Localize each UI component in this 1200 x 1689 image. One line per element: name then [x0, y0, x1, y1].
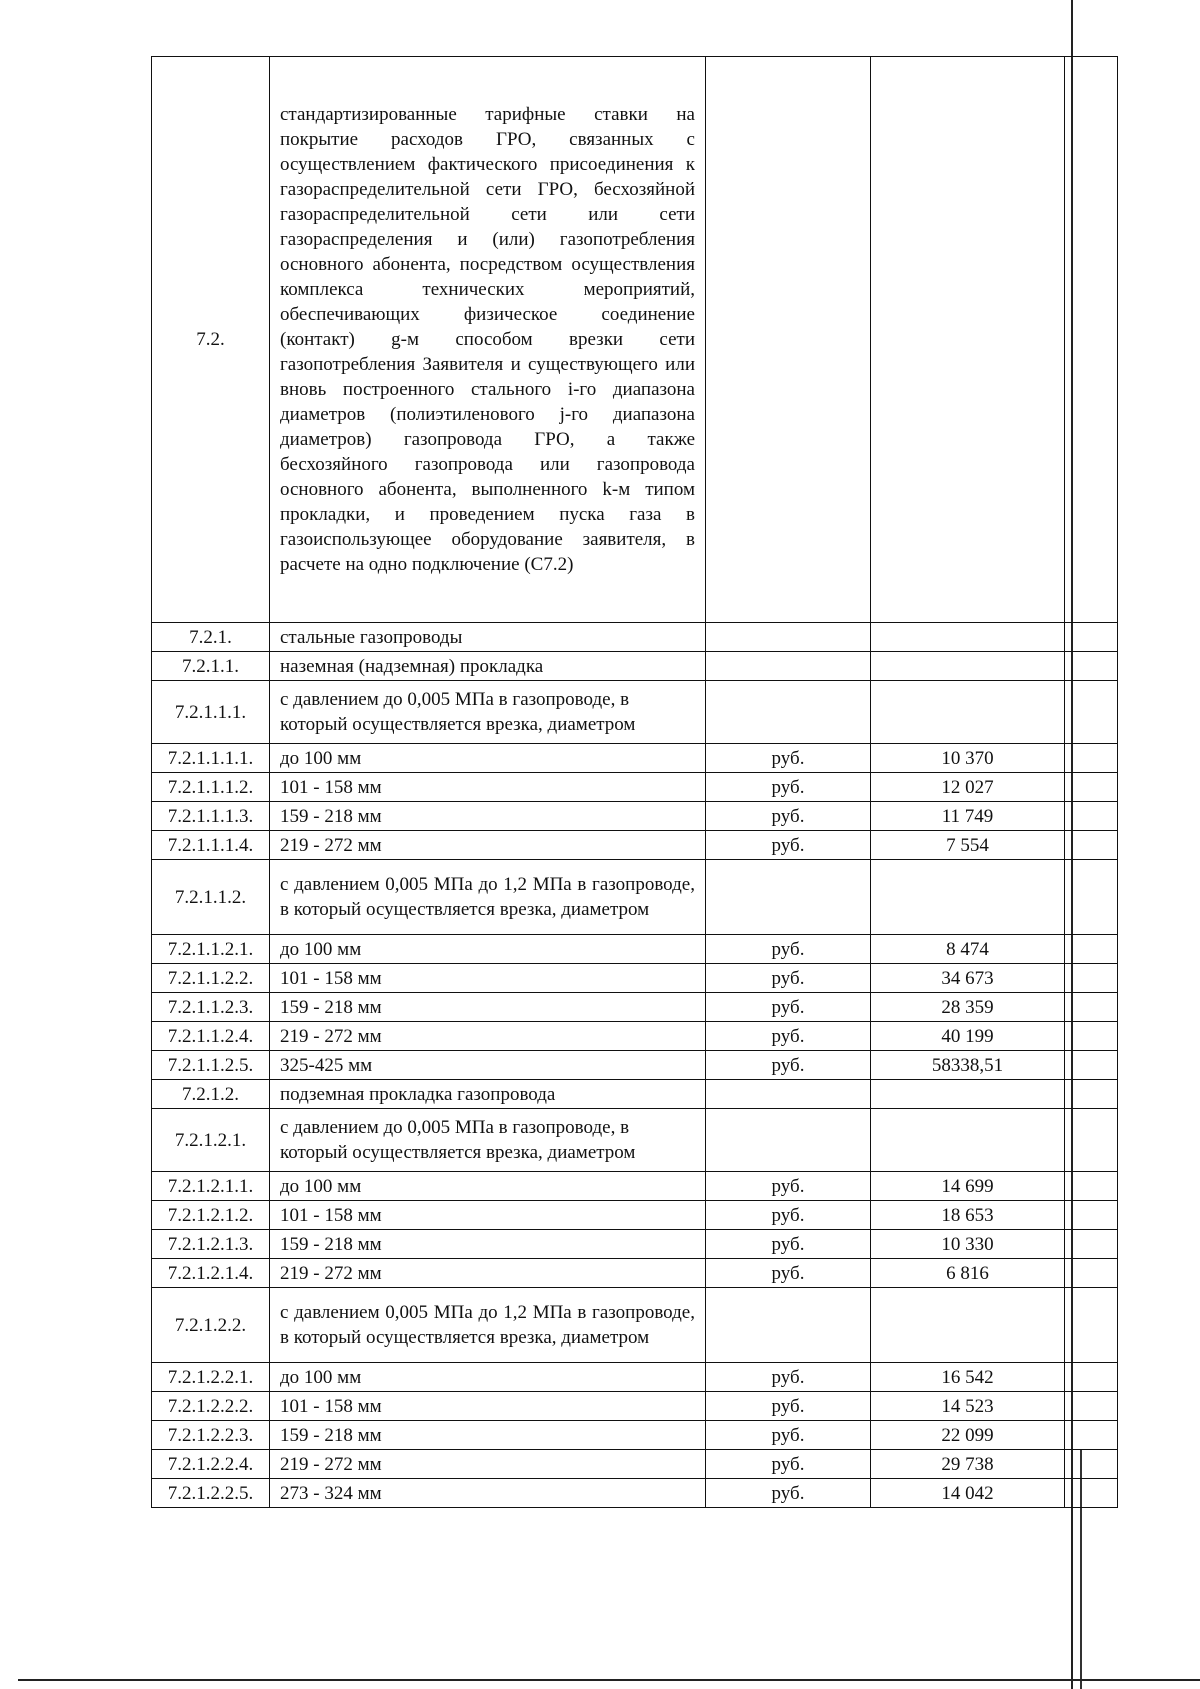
row-value	[871, 623, 1065, 652]
tariff-table	[151, 56, 1118, 1508]
row-number: 7.2.1.2.2.1.	[152, 1363, 270, 1392]
table-row	[152, 964, 1118, 993]
table-row	[152, 1392, 1118, 1421]
row-value: 6 816	[871, 1259, 1065, 1288]
row-value: 7 554	[871, 831, 1065, 860]
row-extra-cell	[1065, 860, 1118, 935]
table-row	[152, 1080, 1118, 1109]
row-description: 325-425 мм	[270, 1051, 706, 1080]
row-unit: руб.	[706, 1201, 871, 1230]
row-description: 219 - 272 мм	[270, 1259, 706, 1288]
row-extra-cell	[1065, 1288, 1118, 1363]
row-value: 16 542	[871, 1363, 1065, 1392]
table-row	[152, 681, 1118, 744]
row-extra-cell	[1065, 1259, 1118, 1288]
row-unit	[706, 681, 871, 744]
row-extra-cell	[1065, 744, 1118, 773]
row-description: 159 - 218 мм	[270, 802, 706, 831]
row-number: 7.2.1.1.1.4.	[152, 831, 270, 860]
table-row	[152, 1022, 1118, 1051]
row-unit: руб.	[706, 964, 871, 993]
row-description: 159 - 218 мм	[270, 1230, 706, 1259]
row-value: 14 523	[871, 1392, 1065, 1421]
row-value	[871, 860, 1065, 935]
row-value	[871, 57, 1065, 623]
row-description: с давлением 0,005 МПа до 1,2 МПа в газопроводе, в который осуществляется врезка, диаметром	[270, 1288, 706, 1363]
row-extra-cell	[1065, 1201, 1118, 1230]
row-description: 159 - 218 мм	[270, 993, 706, 1022]
row-number: 7.2.1.1.2.2.	[152, 964, 270, 993]
row-value: 34 673	[871, 964, 1065, 993]
row-number: 7.2.	[152, 57, 270, 623]
row-value: 14 042	[871, 1479, 1065, 1508]
row-extra-cell	[1065, 652, 1118, 681]
row-extra-cell	[1065, 1080, 1118, 1109]
table-row	[152, 1172, 1118, 1201]
row-unit: руб.	[706, 1363, 871, 1392]
row-description: подземная прокладка газопровода	[270, 1080, 706, 1109]
row-extra-cell	[1065, 802, 1118, 831]
row-value: 14 699	[871, 1172, 1065, 1201]
row-description: 101 - 158 мм	[270, 1392, 706, 1421]
table-row	[152, 57, 1118, 623]
row-unit: руб.	[706, 1259, 871, 1288]
row-description: до 100 мм	[270, 1363, 706, 1392]
row-value: 18 653	[871, 1201, 1065, 1230]
row-number: 7.2.1.1.2.5.	[152, 1051, 270, 1080]
table-row	[152, 1109, 1118, 1172]
row-number: 7.2.1.1.1.3.	[152, 802, 270, 831]
row-description: наземная (надземная) прокладка	[270, 652, 706, 681]
row-extra-cell	[1065, 993, 1118, 1022]
table-row	[152, 993, 1118, 1022]
row-number: 7.2.1.2.2.5.	[152, 1479, 270, 1508]
row-description: стандартизированные тарифные ставки на покрытие расходов ГРО, связанных с осуществлением фактического присоединения к газораспределительной сети ГРО, бесхозяйной газораспределительной сети или сети газораспределения и (или) газопотребления основного абонента, посредством осуществления комплекса технических мероприятий, обеспечивающих физическое соединение (контакт) g-м способом врезки сети газопотребления Заявителя и существующего или вновь построенного стального i-го диапазона диаметров (полиэтиленового j-го диапазона диаметров) газопровода ГРО, а также бесхозяйного газопровода или газопровода основного абонента, выполненного k-м типом прокладки, и проведением пуска газа в газоиспользующее оборудование заявителя, в расчете на одно подключение (С7.2)	[270, 57, 706, 623]
row-unit: руб.	[706, 1392, 871, 1421]
row-extra-cell	[1065, 1022, 1118, 1051]
row-value: 11 749	[871, 802, 1065, 831]
table-row	[152, 652, 1118, 681]
row-unit: руб.	[706, 802, 871, 831]
row-description: 101 - 158 мм	[270, 964, 706, 993]
row-extra-cell	[1065, 831, 1118, 860]
table-row	[152, 1479, 1118, 1508]
row-description: 219 - 272 мм	[270, 1450, 706, 1479]
row-number: 7.2.1.1.2.3.	[152, 993, 270, 1022]
row-value: 28 359	[871, 993, 1065, 1022]
table-row	[152, 1259, 1118, 1288]
row-number: 7.2.1.2.1.3.	[152, 1230, 270, 1259]
row-description: 219 - 272 мм	[270, 1022, 706, 1051]
row-value: 8 474	[871, 935, 1065, 964]
row-number: 7.2.1.1.2.4.	[152, 1022, 270, 1051]
row-unit	[706, 652, 871, 681]
table-row	[152, 1201, 1118, 1230]
table-row	[152, 1450, 1118, 1479]
row-description: с давлением до 0,005 МПа в газопроводе, в который осуществляется врезка, диаметром	[270, 681, 706, 744]
row-unit	[706, 860, 871, 935]
row-description: 101 - 158 мм	[270, 1201, 706, 1230]
row-unit: руб.	[706, 1450, 871, 1479]
table-row	[152, 935, 1118, 964]
row-description: с давлением до 0,005 МПа в газопроводе, в который осуществляется врезка, диаметром	[270, 1109, 706, 1172]
row-number: 7.2.1.1.1.2.	[152, 773, 270, 802]
row-value: 10 370	[871, 744, 1065, 773]
row-extra-cell	[1065, 623, 1118, 652]
row-unit	[706, 1109, 871, 1172]
row-number: 7.2.1.2.1.4.	[152, 1259, 270, 1288]
row-unit: руб.	[706, 1051, 871, 1080]
table-row	[152, 1363, 1118, 1392]
row-extra-cell	[1065, 773, 1118, 802]
row-value: 29 738	[871, 1450, 1065, 1479]
row-unit: руб.	[706, 993, 871, 1022]
row-value	[871, 1288, 1065, 1363]
row-extra-cell	[1065, 681, 1118, 744]
row-description: 101 - 158 мм	[270, 773, 706, 802]
table-row	[152, 1288, 1118, 1363]
scan-margin-line-horizontal	[18, 1679, 1200, 1681]
row-number: 7.2.1.2.2.3.	[152, 1421, 270, 1450]
table-row	[152, 1230, 1118, 1259]
table-row	[152, 1421, 1118, 1450]
row-description: до 100 мм	[270, 1172, 706, 1201]
row-unit: руб.	[706, 773, 871, 802]
row-value	[871, 1080, 1065, 1109]
row-description: 273 - 324 мм	[270, 1479, 706, 1508]
row-unit	[706, 57, 871, 623]
row-extra-cell	[1065, 57, 1118, 623]
row-unit	[706, 623, 871, 652]
row-unit	[706, 1288, 871, 1363]
row-value: 10 330	[871, 1230, 1065, 1259]
row-description: стальные газопроводы	[270, 623, 706, 652]
row-unit: руб.	[706, 935, 871, 964]
row-number: 7.2.1.2.2.2.	[152, 1392, 270, 1421]
table-row	[152, 744, 1118, 773]
row-number: 7.2.1.2.1.	[152, 1109, 270, 1172]
row-number: 7.2.1.1.	[152, 652, 270, 681]
row-value: 22 099	[871, 1421, 1065, 1450]
row-number: 7.2.1.2.2.	[152, 1288, 270, 1363]
table-row	[152, 802, 1118, 831]
row-value: 12 027	[871, 773, 1065, 802]
row-value	[871, 652, 1065, 681]
row-number: 7.2.1.1.1.1.	[152, 744, 270, 773]
row-description: до 100 мм	[270, 935, 706, 964]
row-number: 7.2.1.1.1.	[152, 681, 270, 744]
row-extra-cell	[1065, 1051, 1118, 1080]
row-unit: руб.	[706, 1230, 871, 1259]
row-number: 7.2.1.2.	[152, 1080, 270, 1109]
row-extra-cell	[1065, 1172, 1118, 1201]
table-row	[152, 831, 1118, 860]
row-unit: руб.	[706, 1421, 871, 1450]
row-number: 7.2.1.1.2.	[152, 860, 270, 935]
row-number: 7.2.1.2.2.4.	[152, 1450, 270, 1479]
row-extra-cell	[1065, 1363, 1118, 1392]
row-description: с давлением 0,005 МПа до 1,2 МПа в газопроводе, в который осуществляется врезка, диаметром	[270, 860, 706, 935]
table-row	[152, 623, 1118, 652]
row-extra-cell	[1065, 1109, 1118, 1172]
row-description: до 100 мм	[270, 744, 706, 773]
table-row	[152, 860, 1118, 935]
row-unit	[706, 1080, 871, 1109]
row-unit: руб.	[706, 831, 871, 860]
table-row	[152, 773, 1118, 802]
row-unit: руб.	[706, 744, 871, 773]
row-number: 7.2.1.	[152, 623, 270, 652]
row-unit: руб.	[706, 1022, 871, 1051]
row-extra-cell	[1065, 1421, 1118, 1450]
row-value: 58338,51	[871, 1051, 1065, 1080]
row-value	[871, 1109, 1065, 1172]
row-extra-cell	[1065, 1392, 1118, 1421]
row-number: 7.2.1.1.2.1.	[152, 935, 270, 964]
table-row	[152, 1051, 1118, 1080]
row-number: 7.2.1.2.1.2.	[152, 1201, 270, 1230]
row-unit: руб.	[706, 1172, 871, 1201]
row-description: 159 - 218 мм	[270, 1421, 706, 1450]
row-extra-cell	[1065, 935, 1118, 964]
row-extra-cell	[1065, 1450, 1118, 1479]
row-value	[871, 681, 1065, 744]
row-unit: руб.	[706, 1479, 871, 1508]
row-extra-cell	[1065, 1479, 1118, 1508]
row-number: 7.2.1.2.1.1.	[152, 1172, 270, 1201]
row-extra-cell	[1065, 964, 1118, 993]
row-extra-cell	[1065, 1230, 1118, 1259]
row-description: 219 - 272 мм	[270, 831, 706, 860]
row-value: 40 199	[871, 1022, 1065, 1051]
